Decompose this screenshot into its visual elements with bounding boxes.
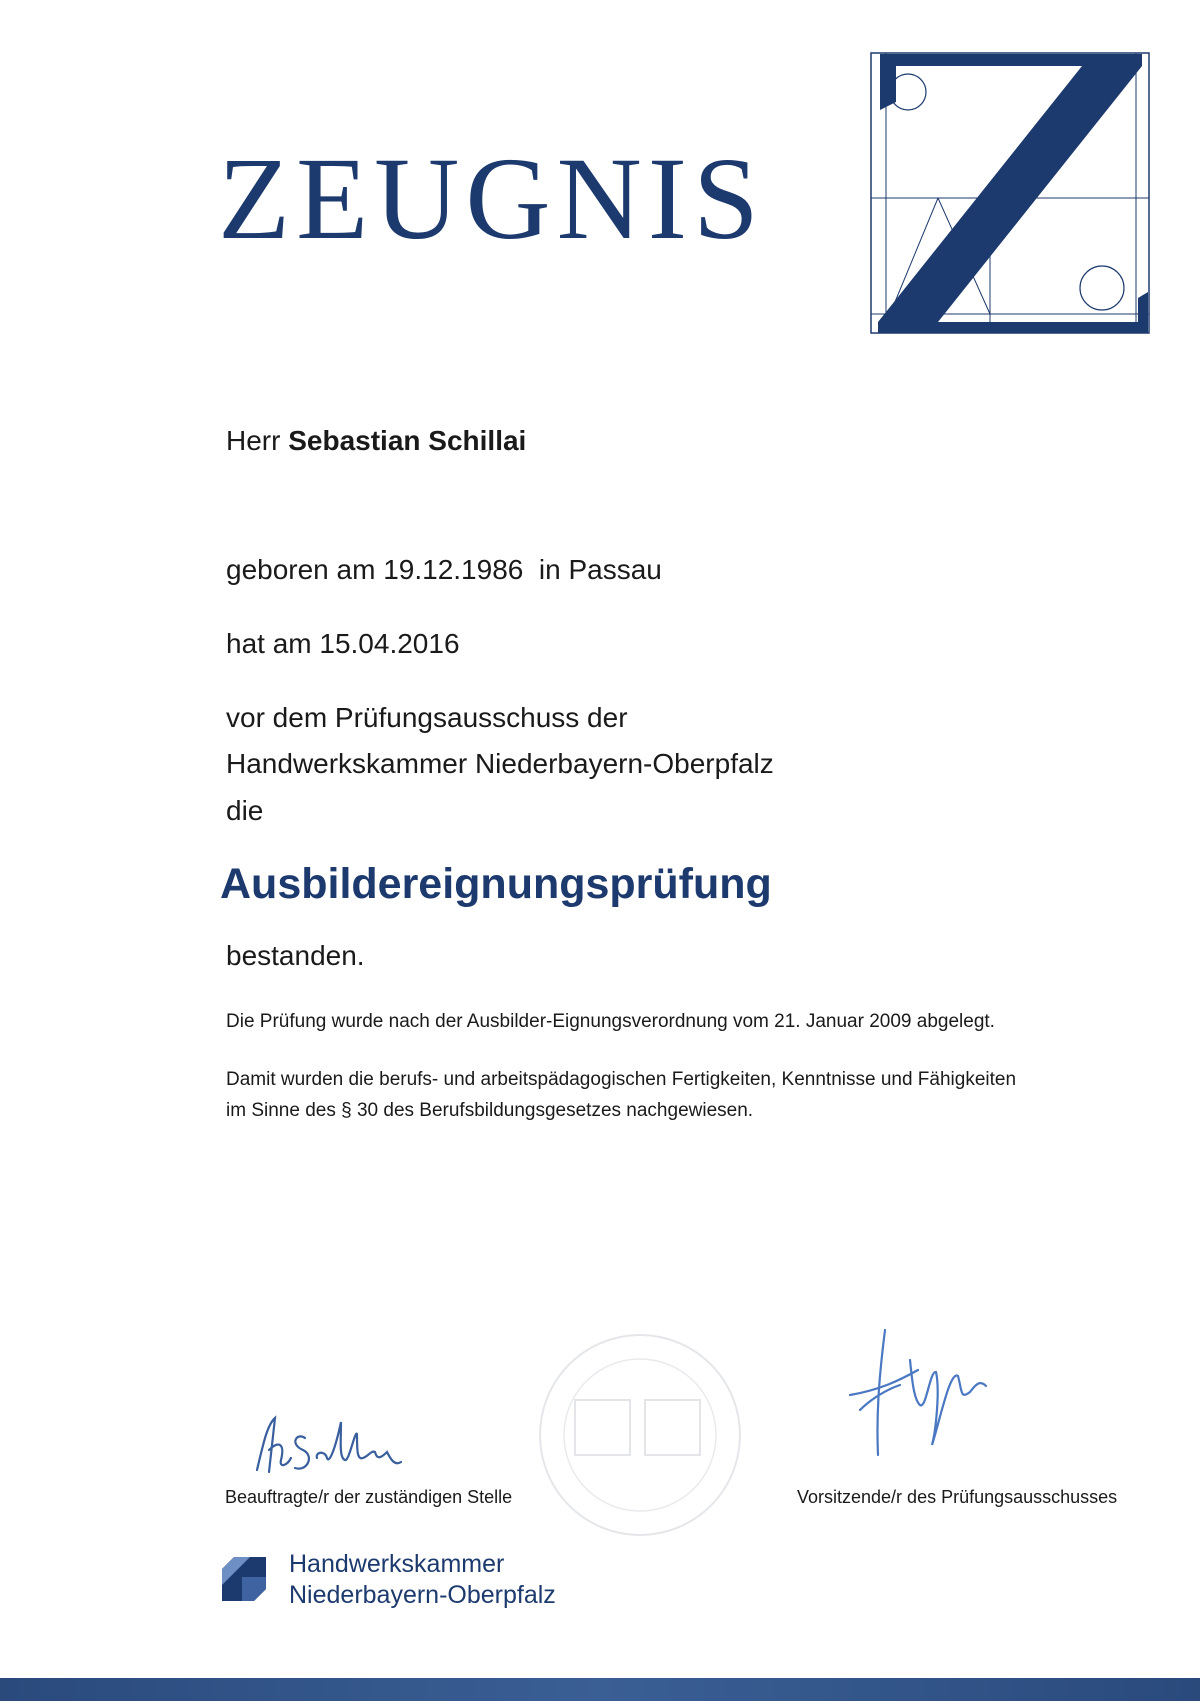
salutation: Herr xyxy=(226,425,281,456)
organization-name: Niederbayern-Oberpfalz xyxy=(289,1581,556,1609)
birth-line: geboren am 19.12.1986 in Passau xyxy=(226,554,662,585)
skills-note: im Sinne des § 30 des Berufsbildungsgesetzes nachgewiesen. xyxy=(226,1100,754,1121)
organization-name: Handwerkskammer xyxy=(289,1550,505,1578)
exam-name: Ausbildereignungsprüfung xyxy=(220,860,772,908)
z-monogram-icon xyxy=(870,52,1150,334)
right-signature xyxy=(840,1310,1010,1465)
passed-line: bestanden. xyxy=(226,940,365,971)
regulation-note: Die Prüfung wurde nach der Ausbilder-Eignungsverordnung vom 21. Januar 2009 abgelegt. xyxy=(226,1011,995,1032)
exam-date-line: hat am 15.04.2016 xyxy=(226,628,460,659)
embossed-seal-icon xyxy=(535,1330,745,1540)
recipient-name: Sebastian Schillai xyxy=(288,425,527,456)
committee-line: vor dem Prüfungsausschuss der xyxy=(226,702,628,733)
left-signature-caption: Beauftragte/r der zuständigen Stelle xyxy=(225,1487,513,1507)
left-signature xyxy=(245,1400,425,1485)
right-signature-caption: Vorsitzende/r des Prüfungsausschusses xyxy=(797,1487,1118,1507)
recipient-line xyxy=(226,427,526,455)
committee-line: Handwerkskammer Niederbayern-Oberpfalz xyxy=(226,748,774,779)
certificate-title: ZEUGNIS xyxy=(218,133,765,264)
skills-note: Damit wurden die berufs- und arbeitspädagogischen Fertigkeiten, Kenntnisse und Fähigkeiten xyxy=(226,1069,1017,1090)
committee-line: die xyxy=(226,795,264,826)
bottom-band xyxy=(0,1678,1200,1701)
hwk-logo-icon xyxy=(220,1555,268,1603)
